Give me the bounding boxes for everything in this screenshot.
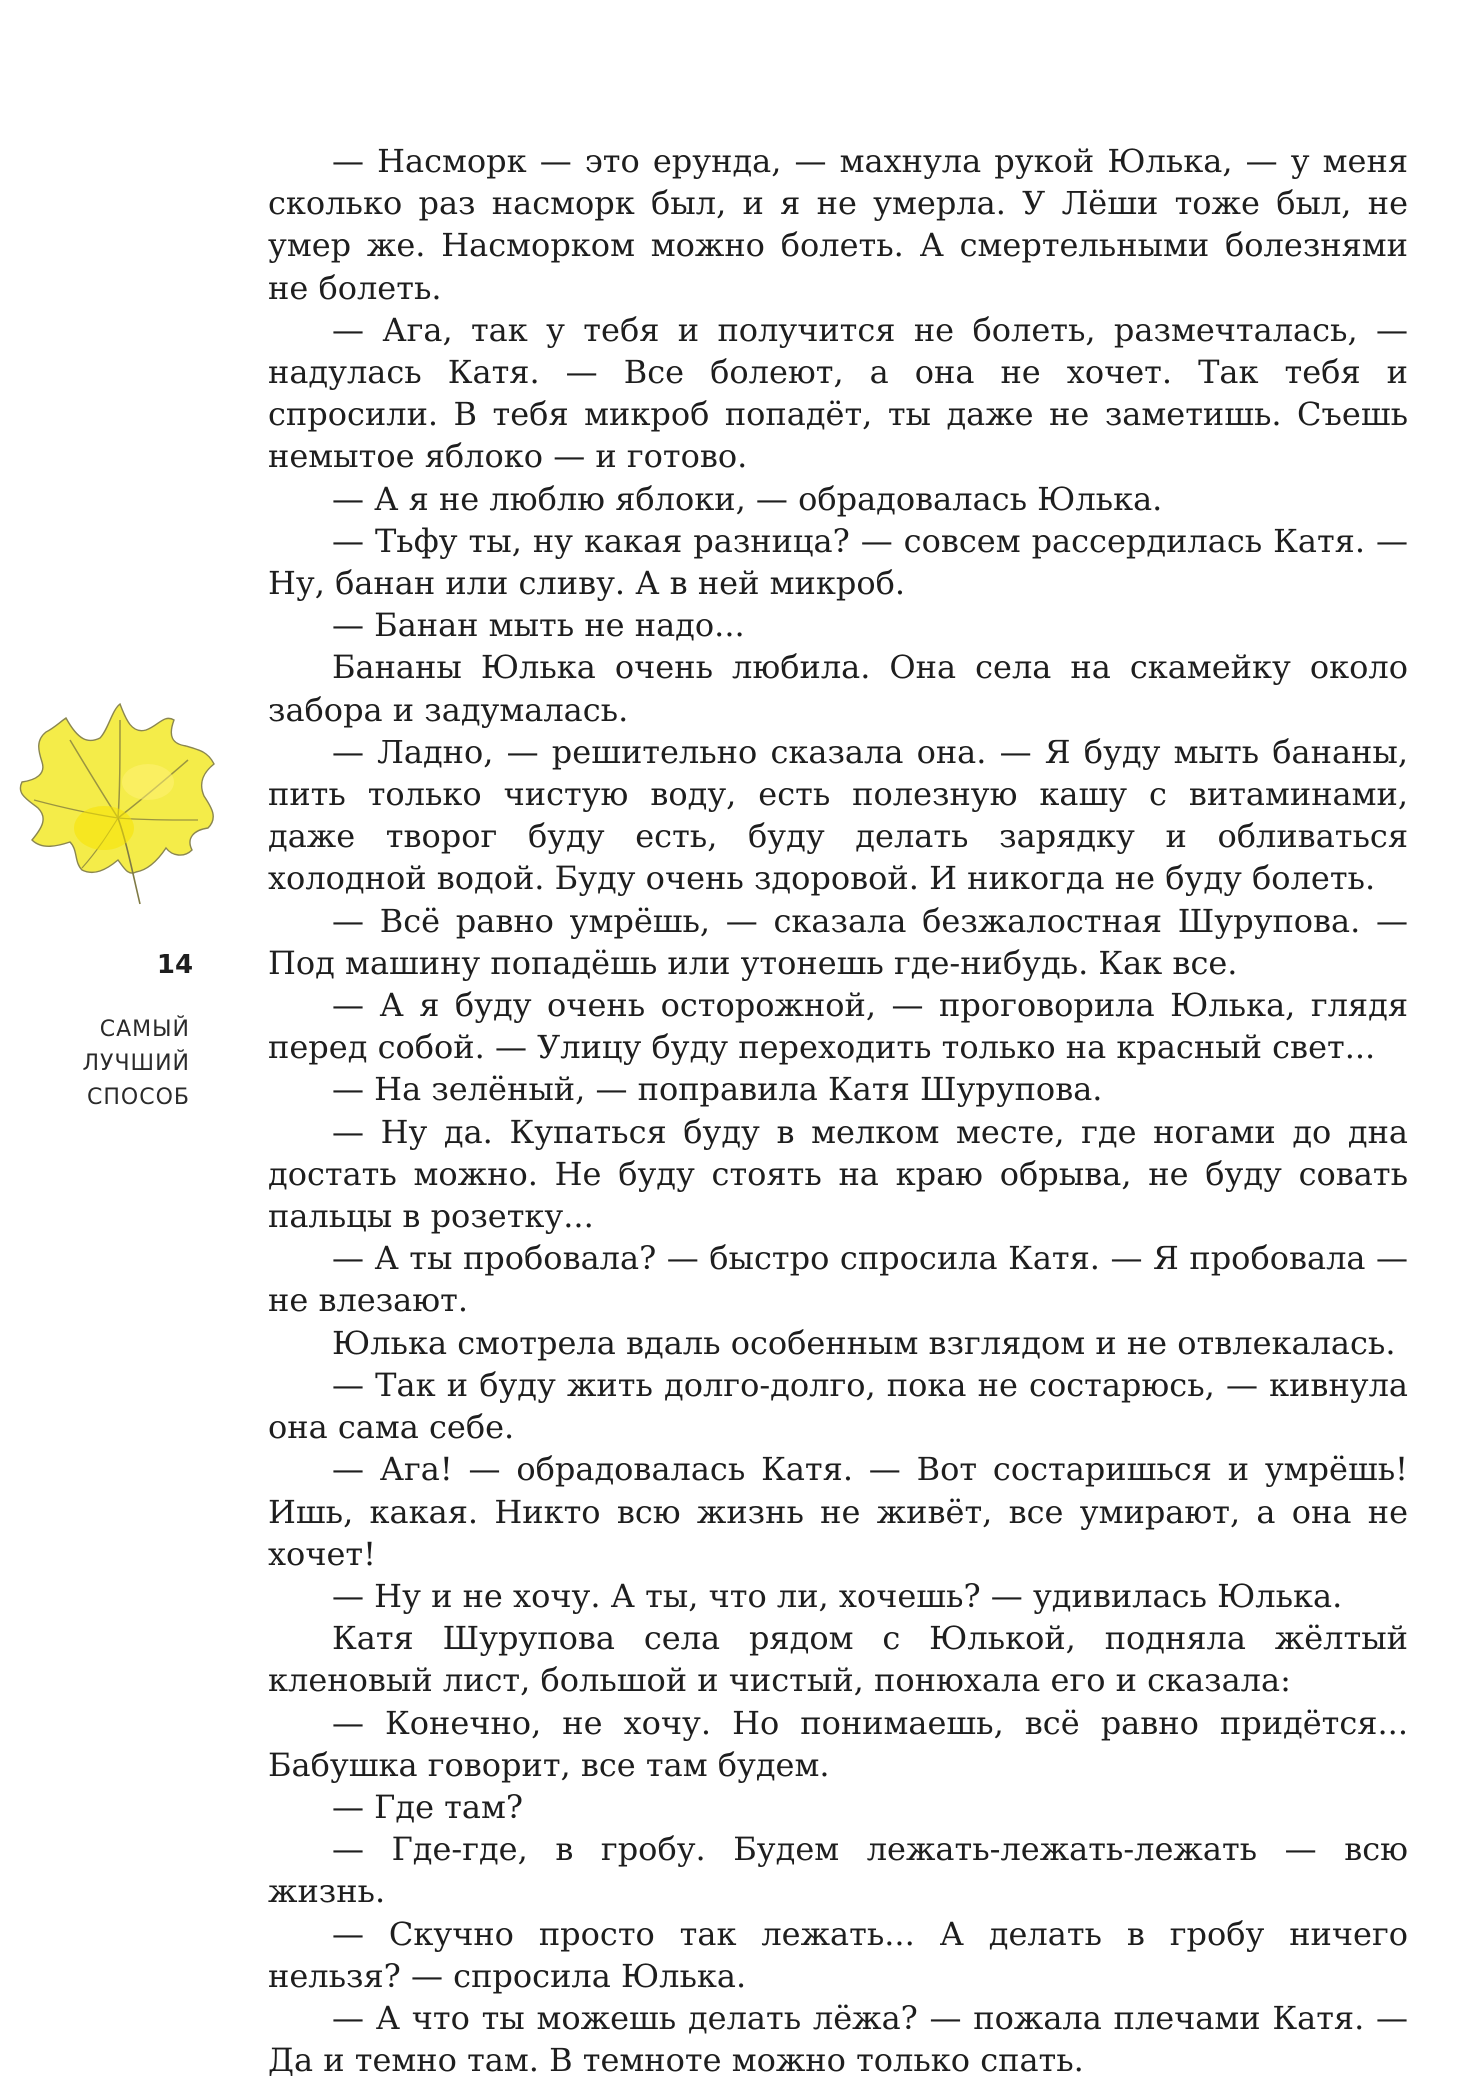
paragraph: — Так и буду жить долго-долго, пока не состарюсь, — кивнула она сама себе. <box>268 1365 1408 1447</box>
section-title-line: ЛУЧШИЙ <box>82 1051 190 1076</box>
paragraph: Юлька смотрела вдаль особенным взглядом и не отвлекалась. <box>332 1323 1396 1362</box>
paragraph: — Где-где, в гробу. Будем лежать-лежать-лежать — всю жизнь. <box>268 1830 1408 1911</box>
section-title-line: САМЫЙ <box>99 1017 190 1042</box>
paragraph: — А я буду очень осторожной, — проговорила Юлька, глядя перед собой. — Улицу буду переходить только на красный свет... <box>268 986 1408 1067</box>
paragraph: — А что ты можешь делать лёжа? — пожала плечами Катя. — Да и темно там. В темноте можно только спать. <box>268 1998 1408 2080</box>
paragraph: — Скучно просто так лежать... А делать в гробу ничего нельзя? — спросила Юлька. <box>268 1914 1408 1995</box>
paragraph: Катя Шурупова села рядом с Юлькой, подняла жёлтый кленовый лист, большой и чистый, понюхала его и сказала: <box>268 1619 1408 1700</box>
section-title-line: СПОСОБ <box>87 1085 190 1110</box>
paragraph: — Где там? <box>332 1787 523 1826</box>
paragraph: — Ага, так у тебя и получится не болеть, размечталась, — надулась Катя. — Все болеют, а она не хочет. Так тебя и спросили. В тебя микроб попадёт, ты даже не заметишь. Съешь немытое яблоко — и готово. <box>268 310 1408 476</box>
paragraph: — Конечно, не хочу. Но понимаешь, всё равно придётся... Бабушка говорит, все там будем. <box>268 1703 1408 1784</box>
paragraph: — Ага! — обрадовалась Катя. — Вот состаришься и умрёшь! Ишь, какая. Никто всю жизнь не живёт, все умирают, а она не хочет! <box>268 1450 1408 1573</box>
page-number: 14 <box>156 950 194 980</box>
paragraph: — А я не люблю яблоки, — обрадовалась Юлька. <box>332 479 1163 518</box>
paragraph: — Ну да. Купаться буду в мелком месте, где ногами до дна достать можно. Не буду стоять на краю обрыва, не буду совать пальцы в розетку... <box>268 1112 1408 1236</box>
story-text <box>268 140 1408 2081</box>
paragraph: — А ты пробовала? — быстро спросила Катя. — Я пробовала — не влезают. <box>268 1239 1408 1320</box>
maple-leaf-icon <box>8 700 226 910</box>
paragraph: — На зелёный, — поправила Катя Шурупова. <box>332 1070 1103 1109</box>
paragraph: — Ну и не хочу. А ты, что ли, хочешь? — удивилась Юлька. <box>332 1576 1343 1615</box>
section-title <box>40 1013 190 1115</box>
paragraph: — Тьфу ты, ну какая разница? — совсем рассердилась Катя. — Ну, банан или сливу. А в ней микроб. <box>268 521 1408 603</box>
paragraph: Бананы Юлька очень любила. Она села на скамейку около забора и задумалась. <box>268 648 1408 729</box>
paragraph: — Ладно, — решительно сказала она. — Я буду мыть бананы, пить только чистую воду, есть полезную кашу с витаминами, даже творог буду есть, буду делать зарядку и обливаться холодной водой. Буду очень здоровой. И никогда не буду болеть. <box>268 732 1408 898</box>
paragraph: — Всё равно умрёшь, — сказала безжалостная Шурупова. — Под машину попадёшь или утонешь где-нибудь. Как все. <box>268 901 1408 982</box>
paragraph: — Насморк — это ерунда, — махнула рукой Юлька, — у меня сколько раз насморк был, и я не умерла. У Лёши тоже был, не умер же. Насморком можно болеть. А смертельными болезнями не болеть. <box>268 142 1408 307</box>
paragraph: — Банан мыть не надо... <box>332 606 745 645</box>
